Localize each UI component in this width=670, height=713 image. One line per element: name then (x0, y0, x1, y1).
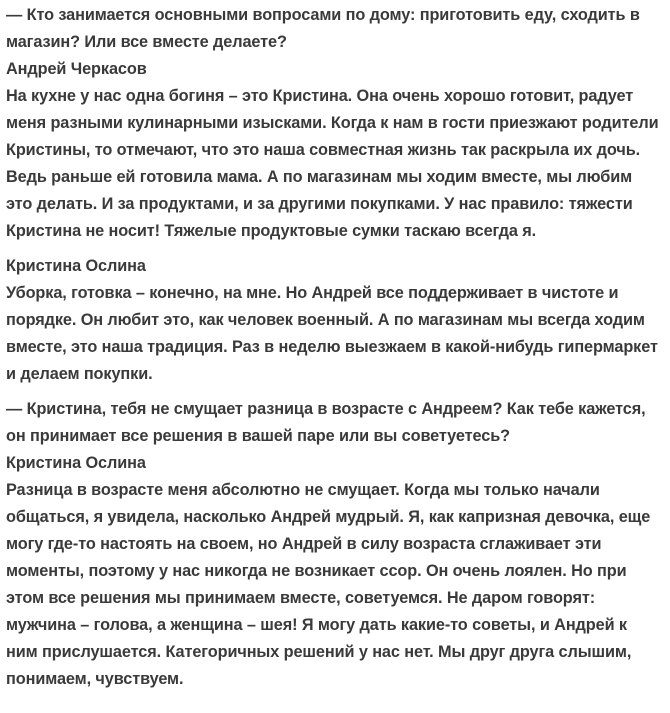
interview-question-2: — Кристина, тебя не смущает разница в возрасте с Андреем? Как тебе кажется, он принимает все решения в вашей паре или вы советуетесь? (6, 400, 646, 445)
answer-block-1 (6, 56, 660, 245)
interview-question-1: — Кто занимается основными вопросами по дому: приготовить еду, сходить в магазин? Или все вместе делаете? (6, 6, 640, 51)
speaker-name-andrey: Андрей Черкасов (6, 60, 147, 78)
speaker-name-kristina-2: Кристина Ослина (6, 454, 146, 472)
answer-block-3 (6, 450, 660, 693)
answer-text-andrey: На кухне у нас одна богиня – это Кристина. Она очень хорошо готовит, радует меня разными кулинарными изысками. Когда к нам в гости приезжают родители Кристины, то отмечают, что это наша совместная жизнь так раскрыла их дочь. Ведь раньше ей готовила мама. А по магазинам мы ходим вместе, мы любим это делать. И за продуктами, и за другими покупками. У нас правило: тяжести Кристина не носит! Тяжелые продуктовые сумки таскаю всегда я. (6, 87, 659, 240)
answer-text-kristina-1: Уборка, готовка – конечно, на мне. Но Андрей все поддерживает в чистоте и порядке. Он любит это, как человек военный. А по магазинам мы всегда ходим вместе, это наша традиция. Раз в неделю выезжаем в какой-нибудь гипермаркет и делаем покупки. (6, 284, 658, 383)
answer-block-2 (6, 253, 660, 388)
answer-text-kristina-2: Разница в возрасте меня абсолютно не смущает. Когда мы только начали общаться, я увидела, насколько Андрей мудрый. Я, как капризная девочка, еще могу где-то настоять на своем, но Андрей в силу возраста сглаживает эти моменты, поэтому у нас никогда не возникает ссор. Он очень лоялен. Но при этом все решения мы принимаем вместе, советуемся. Не даром говорят: мужчина – голова, а женщина – шея! Я могу дать какие-то советы, и Андрей к ним прислушается. Категоричных решений у нас нет. Мы друг друга слышим, понимаем, чувствуем. (6, 481, 651, 688)
speaker-name-kristina-1: Кристина Ослина (6, 257, 146, 275)
